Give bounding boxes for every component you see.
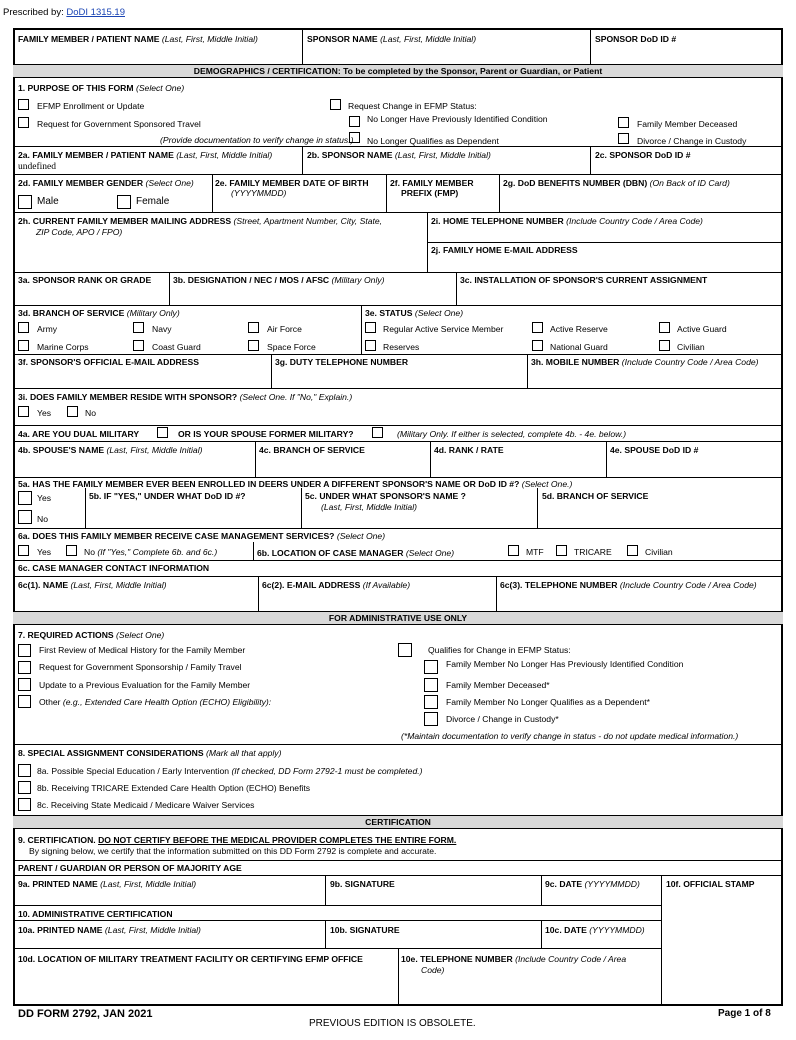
s9c-label: 9c. DATE (YYYYMMDD) bbox=[545, 879, 640, 889]
civilian-case-checkbox[interactable] bbox=[627, 545, 638, 556]
s2a-label: 2a. FAMILY MEMBER / PATIENT NAME (Last, First, Middle Initial) bbox=[18, 150, 273, 160]
active-guard-label: Active Guard bbox=[677, 324, 727, 334]
marine-label: Marine Corps bbox=[37, 342, 89, 352]
medicaid-label: 8c. Receiving State Medicaid / Medicare Waiver Services bbox=[37, 800, 255, 810]
air-force-checkbox[interactable] bbox=[248, 322, 259, 333]
navy-label: Navy bbox=[152, 324, 172, 334]
s6c1-label: 6c(1). NAME (Last, First, Middle Initial) bbox=[18, 580, 167, 590]
echo-label: 8b. Receiving TRICARE Extended Care Health Option (ECHO) Benefits bbox=[37, 783, 311, 793]
request-change-checkbox[interactable] bbox=[330, 99, 341, 110]
s3a-label: 3a. SPONSOR RANK OR GRADE bbox=[18, 275, 152, 285]
s3i-label: 3i. DOES FAMILY MEMBER RESIDE WITH SPONSOR? (Select One. If "No," Explain.) bbox=[18, 392, 353, 402]
s2h-label: 2h. CURRENT FAMILY MEMBER MAILING ADDRESS (Street, Apartment Number, City, State, bbox=[18, 216, 383, 226]
first-review-checkbox[interactable] bbox=[18, 644, 31, 657]
national-guard-checkbox[interactable] bbox=[532, 340, 543, 351]
no-cond-label: Family Member No Longer Has Previously Identified Condition bbox=[446, 659, 684, 669]
s10a-label: 10a. PRINTED NAME (Last, First, Middle Initial) bbox=[18, 925, 201, 935]
marine-checkbox[interactable] bbox=[18, 340, 29, 351]
s3e-label: 3e. STATUS (Select One) bbox=[365, 308, 464, 318]
echo-checkbox[interactable] bbox=[18, 781, 31, 794]
s4c-label: 4c. BRANCH OF SERVICE bbox=[259, 445, 365, 455]
s2i-label: 2i. HOME TELEPHONE NUMBER (Include Country Code / Area Code) bbox=[431, 216, 703, 226]
efmp-enrollment-checkbox[interactable] bbox=[18, 99, 29, 110]
no-longer-dependent-label: No Longer Qualifies as Dependent bbox=[367, 136, 499, 146]
female-checkbox[interactable] bbox=[117, 195, 131, 209]
s3c-label: 3c. INSTALLATION OF SPONSOR'S CURRENT ASSIGNMENT bbox=[460, 275, 708, 285]
national-guard-label: National Guard bbox=[550, 342, 608, 352]
s9-statement: By signing below, we certify that the information submitted on this DD Form 2792 is complete and accurate. bbox=[29, 846, 437, 856]
active-reserve-label: Active Reserve bbox=[550, 324, 608, 334]
s2f-label-2: PREFIX (FMP) bbox=[401, 188, 459, 198]
other-checkbox[interactable] bbox=[18, 695, 31, 708]
s2j-label: 2j. FAMILY HOME E-MAIL ADDRESS bbox=[431, 245, 578, 255]
medicaid-checkbox[interactable] bbox=[18, 798, 31, 811]
divorce-admin-label: Divorce / Change in Custody* bbox=[446, 714, 559, 724]
s4a-former-label: OR IS YOUR SPOUSE FORMER MILITARY? bbox=[178, 429, 354, 439]
first-review-label: First Review of Medical History for the Family Member bbox=[39, 645, 246, 655]
s2e-label: 2e. FAMILY MEMBER DATE OF BIRTH bbox=[215, 178, 369, 188]
s9b-label: 9b. SIGNATURE bbox=[330, 879, 395, 889]
reside-yes-label: Yes bbox=[37, 408, 52, 418]
coast-guard-checkbox[interactable] bbox=[133, 340, 144, 351]
s9-title: 9. CERTIFICATION. DO NOT CERTIFY BEFORE THE MEDICAL PROVIDER COMPLETES THE ENTIRE FORM. bbox=[18, 835, 457, 845]
former-military-checkbox[interactable] bbox=[372, 427, 383, 438]
no-dep-label: Family Member No Longer Qualifies as a Dependent* bbox=[446, 697, 650, 707]
s4d-label: 4d. RANK / RATE bbox=[434, 445, 504, 455]
deceased-checkbox[interactable] bbox=[618, 117, 629, 128]
reserves-label: Reserves bbox=[383, 342, 420, 352]
deers-yes-checkbox[interactable] bbox=[18, 491, 32, 505]
reside-no-checkbox[interactable] bbox=[67, 406, 78, 417]
deers-yes-label: Yes bbox=[37, 493, 52, 503]
s6c2-label: 6c(2). E-MAIL ADDRESS (If Available) bbox=[262, 580, 411, 590]
s10f-label: 10f. OFFICIAL STAMP bbox=[666, 879, 755, 889]
s3b-label: 3b. DESIGNATION / NEC / MOS / AFSC (Military Only) bbox=[173, 275, 385, 285]
s4e-label: 4e. SPOUSE DoD ID # bbox=[610, 445, 699, 455]
mtf-checkbox[interactable] bbox=[508, 545, 519, 556]
s10e-hint: Code) bbox=[421, 965, 445, 975]
no-dep-checkbox[interactable] bbox=[424, 695, 438, 709]
deers-no-checkbox[interactable] bbox=[18, 510, 32, 524]
provide-doc-note: (Provide documentation to verify change in status.) bbox=[160, 135, 354, 145]
dual-military-checkbox[interactable] bbox=[157, 427, 168, 438]
s5c-hint: (Last, First, Middle Initial) bbox=[321, 502, 417, 512]
efmp-enrollment-label: EFMP Enrollment or Update bbox=[37, 101, 145, 111]
s9-parent-label: PARENT / GUARDIAN OR PERSON OF MAJORITY AGE bbox=[18, 863, 242, 873]
no-cond-checkbox[interactable] bbox=[424, 660, 438, 674]
s3g-label: 3g. DUTY TELEPHONE NUMBER bbox=[275, 357, 409, 367]
active-guard-checkbox[interactable] bbox=[659, 322, 670, 333]
s10b-label: 10b. SIGNATURE bbox=[330, 925, 400, 935]
divorce-admin-checkbox[interactable] bbox=[424, 712, 438, 726]
s4a-label: 4a. ARE YOU DUAL MILITARY bbox=[18, 429, 140, 439]
s2e-hint: (YYYYMMDD) bbox=[231, 188, 287, 198]
page-number: Page 1 of 8 bbox=[718, 1008, 771, 1019]
case-no-label: No (If "Yes," Complete 6b. and 6c.) bbox=[84, 547, 218, 557]
coast-guard-label: Coast Guard bbox=[152, 342, 201, 352]
s3h-label: 3h. MOBILE NUMBER (Include Country Code / Area Code) bbox=[531, 357, 759, 367]
mtf-label: MTF bbox=[526, 547, 544, 557]
band-admin: FOR ADMINISTRATIVE USE ONLY bbox=[13, 611, 783, 625]
s2c-label: 2c. SPONSOR DoD ID # bbox=[595, 150, 691, 160]
s6c3-label: 6c(3). TELEPHONE NUMBER (Include Country Code / Area Code) bbox=[500, 580, 757, 590]
deers-no-label: No bbox=[37, 514, 48, 524]
army-label: Army bbox=[37, 324, 58, 334]
reside-no-label: No bbox=[85, 408, 96, 418]
no-longer-condition-label: No Longer Have Previously Identified Condition bbox=[367, 114, 548, 124]
army-checkbox[interactable] bbox=[18, 322, 29, 333]
s6c-label: 6c. CASE MANAGER CONTACT INFORMATION bbox=[18, 563, 210, 573]
tricare-checkbox[interactable] bbox=[556, 545, 567, 556]
update-evaluation-checkbox[interactable] bbox=[18, 678, 31, 691]
s2f-label: 2f. FAMILY MEMBER bbox=[390, 178, 474, 188]
space-force-checkbox[interactable] bbox=[248, 340, 259, 351]
special-ed-label: 8a. Possible Special Education / Early Intervention (If checked, DD Form 2792-1 must be completed.) bbox=[37, 766, 423, 776]
qualifies-change-label: Qualifies for Change in EFMP Status: bbox=[428, 645, 571, 655]
case-no-checkbox[interactable] bbox=[66, 545, 77, 556]
divorce-label: Divorce / Change in Custody bbox=[637, 136, 747, 146]
prescribed-line bbox=[3, 8, 125, 18]
s2g-label: 2g. DoD BENEFITS NUMBER (DBN) (On Back of ID Card) bbox=[503, 178, 730, 188]
dodi-link[interactable]: DoDI 1315.19 bbox=[66, 7, 125, 18]
form-number: DD FORM 2792, JAN 2021 bbox=[18, 1008, 153, 1020]
s2b-label: 2b. SPONSOR NAME (Last, First, Middle Initial) bbox=[307, 150, 491, 160]
civilian-case-label: Civilian bbox=[645, 547, 673, 557]
s4b-label: 4b. SPOUSE'S NAME (Last, First, Middle Initial) bbox=[18, 445, 203, 455]
s10d-label: 10d. LOCATION OF MILITARY TREATMENT FACILITY OR CERTIFYING EFMP OFFICE bbox=[18, 954, 363, 964]
male-checkbox[interactable] bbox=[18, 195, 32, 209]
gov-sponsorship-checkbox[interactable] bbox=[18, 661, 31, 674]
deceased-admin-checkbox[interactable] bbox=[424, 678, 438, 692]
update-evaluation-label: Update to a Previous Evaluation for the Family Member bbox=[39, 680, 251, 690]
s2d-label: 2d. FAMILY MEMBER GENDER (Select One) bbox=[18, 178, 194, 188]
top-fm-name-label: FAMILY MEMBER / PATIENT NAME (Last, First, Middle Initial) bbox=[18, 34, 258, 44]
s6a-label: 6a. DOES THIS FAMILY MEMBER RECEIVE CASE MANAGEMENT SERVICES? (Select One) bbox=[18, 531, 386, 541]
gov-sponsorship-label: Request for Government Sponsorship / Family Travel bbox=[39, 662, 242, 672]
s5c-label: 5c. UNDER WHAT SPONSOR'S NAME ? bbox=[305, 491, 466, 501]
s2h-hint: ZIP Code, APO / FPO) bbox=[36, 227, 123, 237]
deceased-label: Family Member Deceased bbox=[637, 119, 738, 129]
s4a-hint: (Military Only. If either is selected, complete 4b. - 4e. below.) bbox=[397, 429, 627, 439]
s9a-label: 9a. PRINTED NAME (Last, First, Middle Initial) bbox=[18, 879, 197, 889]
civilian-status-checkbox[interactable] bbox=[659, 340, 670, 351]
band-certification: CERTIFICATION bbox=[13, 815, 783, 829]
s3d-label: 3d. BRANCH OF SERVICE (Military Only) bbox=[18, 308, 180, 318]
reserves-checkbox[interactable] bbox=[365, 340, 376, 351]
s5d-label: 5d. BRANCH OF SERVICE bbox=[542, 491, 649, 501]
s2a-value[interactable]: undefined bbox=[18, 162, 56, 172]
s7-note: (*Maintain documentation to verify change in status - do not update medical information.) bbox=[401, 731, 739, 741]
space-force-label: Space Force bbox=[267, 342, 316, 352]
s10c-label: 10c. DATE (YYYYMMDD) bbox=[545, 925, 645, 935]
tricare-label: TRICARE bbox=[574, 547, 612, 557]
special-ed-checkbox[interactable] bbox=[18, 764, 31, 777]
request-change-label: Request Change in EFMP Status: bbox=[348, 101, 477, 111]
air-force-label: Air Force bbox=[267, 324, 302, 334]
gov-travel-checkbox[interactable] bbox=[18, 117, 29, 128]
s3f-label: 3f. SPONSOR'S OFFICIAL E-MAIL ADDRESS bbox=[18, 357, 199, 367]
divorce-checkbox[interactable] bbox=[618, 133, 629, 144]
band-demographics: DEMOGRAPHICS / CERTIFICATION: To be completed by the Sponsor, Parent or Guardian, or Patient bbox=[13, 64, 783, 78]
deceased-admin-label: Family Member Deceased* bbox=[446, 680, 550, 690]
s7-title: 7. REQUIRED ACTIONS (Select One) bbox=[18, 630, 165, 640]
s6b-label: 6b. LOCATION OF CASE MANAGER (Select One) bbox=[257, 548, 455, 558]
top-sponsor-id-label: SPONSOR DoD ID # bbox=[595, 34, 677, 44]
case-yes-checkbox[interactable] bbox=[18, 545, 29, 556]
s1-title: 1. PURPOSE OF THIS FORM (Select One) bbox=[18, 83, 185, 93]
navy-checkbox[interactable] bbox=[133, 322, 144, 333]
active-reserve-checkbox[interactable] bbox=[532, 322, 543, 333]
reside-yes-checkbox[interactable] bbox=[18, 406, 29, 417]
s10-title: 10. ADMINISTRATIVE CERTIFICATION bbox=[18, 909, 173, 919]
s10e-label: 10e. TELEPHONE NUMBER (Include Country Code / Area bbox=[401, 954, 627, 964]
regular-active-checkbox[interactable] bbox=[365, 322, 376, 333]
previous-edition-note: PREVIOUS EDITION IS OBSOLETE. bbox=[309, 1018, 476, 1029]
case-yes-label: Yes bbox=[37, 547, 52, 557]
male-label: Male bbox=[37, 196, 59, 207]
s8-title: 8. SPECIAL ASSIGNMENT CONSIDERATIONS (Mark all that apply) bbox=[18, 748, 282, 758]
female-label: Female bbox=[136, 196, 170, 207]
regular-active-label: Regular Active Service Member bbox=[383, 324, 504, 334]
civilian-status-label: Civilian bbox=[677, 342, 705, 352]
top-sponsor-name-label: SPONSOR NAME (Last, First, Middle Initial) bbox=[307, 34, 477, 44]
gov-travel-label: Request for Government Sponsored Travel bbox=[37, 119, 201, 129]
no-longer-condition-checkbox[interactable] bbox=[349, 116, 360, 127]
prescribed-label: Prescribed by: bbox=[3, 7, 67, 18]
other-label: Other (e.g., Extended Care Health Option (ECHO) Eligibility): bbox=[39, 697, 272, 707]
s5a-label: 5a. HAS THE FAMILY MEMBER EVER BEEN ENROLLED IN DEERS UNDER A DIFFERENT SPONSOR'S NAME OR DoD ID #? (Select One.) bbox=[18, 479, 573, 489]
s5b-label: 5b. IF "YES," UNDER WHAT DoD ID #? bbox=[89, 491, 246, 501]
qualifies-change-checkbox[interactable] bbox=[398, 643, 412, 657]
